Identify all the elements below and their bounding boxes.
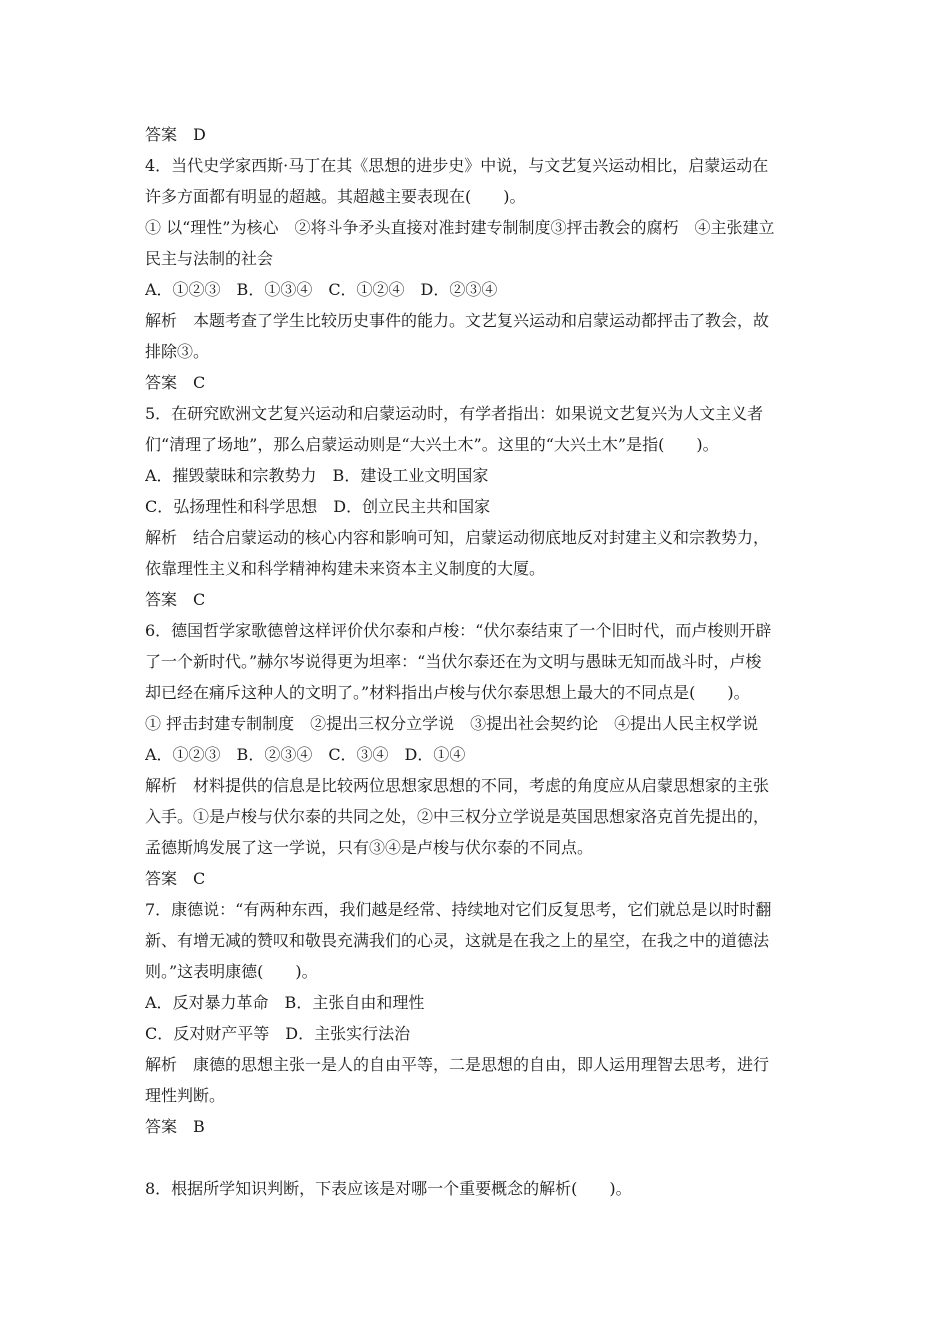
answer-line: 答案 C: [145, 373, 206, 392]
question-4-items-cont: 民主与法制的社会: [145, 249, 274, 268]
question-4-options: A．①②③ B．①③④ C．①②④ D．②③④: [145, 280, 498, 299]
answer-line: 答案 D: [145, 125, 206, 144]
question-4-analysis-cont: 排除③。: [145, 342, 210, 361]
answer-line: 答案 C: [145, 590, 206, 609]
question-6-items: ① 抨击封建专制制度 ②提出三权分立学说 ③提出社会契约论 ④提出人民主权学说: [145, 714, 759, 733]
question-6-analysis-cont: 孟德斯鸠发展了这一学说，只有③④是卢梭与伏尔泰的不同点。: [145, 838, 594, 857]
question-6-stem-cont: 了一个新时代。”赫尔岑说得更为坦率：“当伏尔泰还在为文明与愚昧无知而战斗时，卢梭: [145, 652, 762, 671]
question-6-stem-cont: 却已经在痛斥这种人的文明了。”材料指出卢梭与伏尔泰思想上最大的不同点是( )。: [145, 683, 750, 702]
question-7-analysis-cont: 理性判断。: [145, 1086, 226, 1105]
question-7-analysis: 解析 康德的思想主张一是人的自由平等，二是思想的自由，即人运用理智去思考，进行: [145, 1055, 770, 1074]
question-5-analysis: 解析 结合启蒙运动的核心内容和影响可知，启蒙运动彻底地反对封建主义和宗教势力，: [145, 528, 770, 547]
question-5-options-ab: A．摧毁蒙昧和宗教势力 B．建设工业文明国家: [145, 466, 489, 485]
question-4-items: ① 以“理性”为核心 ②将斗争矛头直接对准封建专制制度③抨击教会的腐朽 ④主张建立: [145, 218, 775, 237]
question-7-stem-cont: 则。”这表明康德( )。: [145, 962, 318, 981]
question-8-stem: 8．根据所学知识判断，下表应该是对哪一个重要概念的解析( )。: [145, 1179, 632, 1198]
document-content: [145, 119, 810, 1204]
answer-line: 答案 B: [145, 1117, 205, 1136]
question-7-stem-cont: 新、有增无减的赞叹和敬畏充满我们的心灵，这就是在我之上的星空，在我之中的道德法: [145, 931, 770, 950]
question-7-stem: 7．康德说：“有两种东西，我们越是经常、持续地对它们反复思考，它们就总是以时时翻: [145, 900, 772, 919]
question-5-analysis-cont: 依靠理性主义和科学精神构建未来资本主义制度的大厦。: [145, 559, 546, 578]
question-5-stem-cont: 们“清理了场地”，那么启蒙运动则是“大兴土木”。这里的“大兴土木”是指( )。: [145, 435, 719, 454]
blank-line: [145, 1142, 810, 1173]
question-5-options-cd: C．弘扬理性和科学思想 D．创立民主共和国家: [145, 497, 491, 516]
question-7-options-cd: C．反对财产平等 D．主张实行法治: [145, 1024, 411, 1043]
question-6-options: A．①②③ B．②③④ C．③④ D．①④: [145, 745, 466, 764]
question-6-stem: 6．德国哲学家歌德曾这样评价伏尔泰和卢梭：“伏尔泰结束了一个旧时代，而卢梭则开辟: [145, 621, 772, 640]
question-7-options-ab: A．反对暴力革命 B．主张自由和理性: [145, 993, 425, 1012]
answer-line: 答案 C: [145, 869, 206, 888]
question-4-stem-cont: 许多方面都有明显的超越。其超越主要表现在( )。: [145, 187, 526, 206]
question-4-analysis: 解析 本题考查了学生比较历史事件的能力。文艺复兴运动和启蒙运动都抨击了教会，故: [145, 311, 770, 330]
question-6-analysis-cont: 入手。①是卢梭与伏尔泰的共同之处，②中三权分立学说是英国思想家洛克首先提出的，: [145, 807, 770, 826]
question-5-stem: 5．在研究欧洲文艺复兴运动和启蒙运动时，有学者指出：如果说文艺复兴为人文主义者: [145, 404, 764, 423]
question-4-stem: 4．当代史学家西斯·马丁在其《思想的进步史》中说，与文艺复兴运动相比，启蒙运动在: [145, 156, 769, 175]
question-6-analysis: 解析 材料提供的信息是比较两位思想家思想的不同，考虑的角度应从启蒙思想家的主张: [145, 776, 770, 795]
